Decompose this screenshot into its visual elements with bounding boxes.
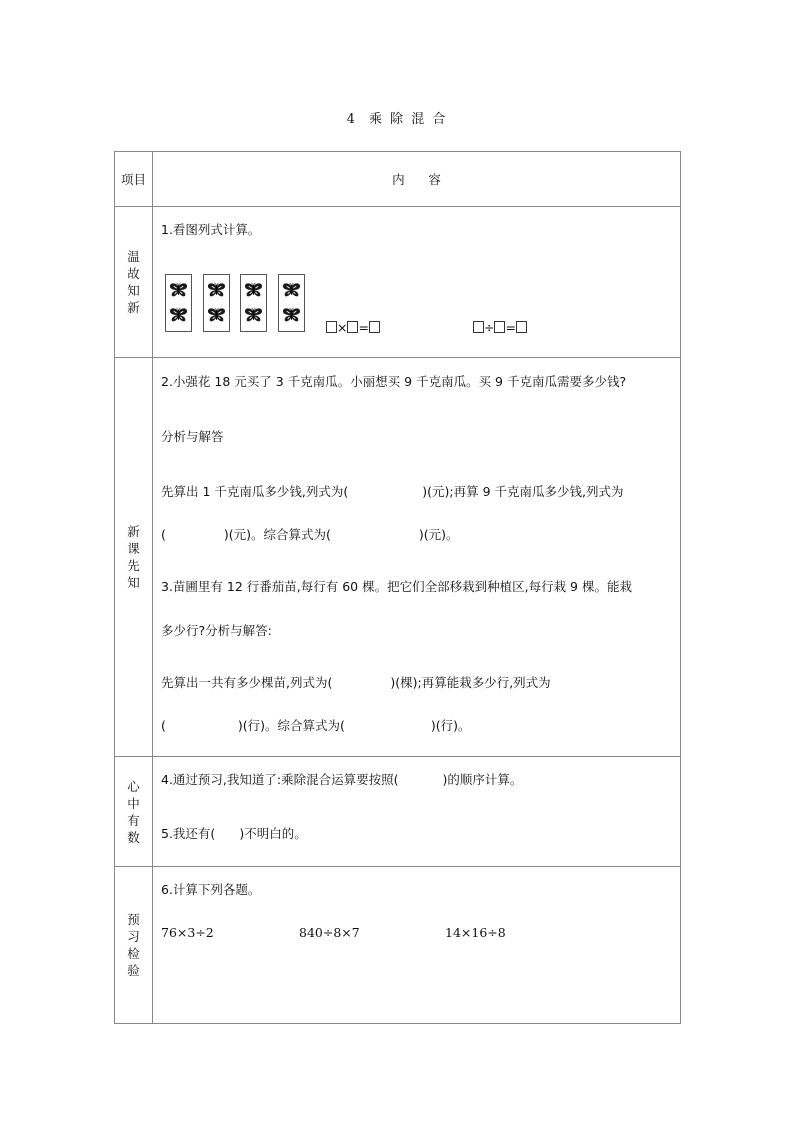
butterfly-card	[240, 274, 267, 332]
q3-line2: ( )(行)。综合算式为( )(行)。	[161, 718, 471, 733]
butterfly-icon	[207, 282, 226, 298]
answer-box[interactable]	[473, 321, 484, 333]
butterfly-icon	[169, 307, 188, 323]
butterfly-icon	[244, 307, 263, 323]
q3-text2: 多少行?分析与解答:	[161, 623, 272, 638]
q1-div-formula: ÷ =	[473, 320, 527, 335]
page-title	[0, 108, 794, 127]
check-content	[153, 867, 681, 1024]
answer-box[interactable]	[494, 321, 505, 333]
q4-text: 4.通过预习,我知道了:乘除混合运算要按照( )的顺序计算。	[161, 772, 523, 787]
section-label-summary: 心中有数	[115, 757, 153, 867]
section-label-preview: 新课先知	[115, 358, 153, 757]
preview-content	[153, 358, 681, 757]
section-label-review: 温故知新	[115, 207, 153, 358]
butterfly-card	[165, 274, 192, 332]
q6-problem-3: 14×16÷8	[445, 925, 506, 940]
lesson-table	[114, 151, 681, 1024]
answer-box[interactable]	[516, 321, 527, 333]
summary-content	[153, 757, 681, 867]
butterfly-icon	[169, 282, 188, 298]
q2-text: 2.小强花 18 元买了 3 千克南瓜。小丽想买 9 千克南瓜。买 9 千克南瓜需要多少钱?	[161, 374, 627, 389]
section-label-check: 预习检验	[115, 867, 153, 1024]
butterfly-icon	[207, 307, 226, 323]
butterfly-card	[278, 274, 305, 332]
q2-line2: ( )(元)。综合算式为( )(元)。	[161, 527, 459, 542]
q6-problem-1: 76×3÷2	[161, 925, 214, 940]
q2-analysis: 分析与解答	[161, 429, 224, 444]
q1-text: 1.看图列式计算。	[161, 222, 261, 237]
header-item: 项目	[115, 152, 153, 207]
answer-box[interactable]	[347, 321, 358, 333]
butterfly-icon	[282, 307, 301, 323]
answer-box[interactable]	[326, 321, 337, 333]
review-content	[153, 207, 681, 358]
butterfly-icon	[282, 282, 301, 298]
q3-line1: 先算出一共有多少棵苗,列式为( )(棵);再算能栽多少行,列式为	[161, 675, 551, 690]
header-content: 内 容	[153, 152, 681, 207]
q6-problem-2: 840÷8×7	[299, 925, 360, 940]
lesson-title: 乘 除 混 合	[368, 112, 448, 127]
lesson-number: 4	[346, 112, 357, 127]
q1-mult-formula: × =	[326, 320, 380, 335]
answer-box[interactable]	[369, 321, 380, 333]
butterfly-icon	[244, 282, 263, 298]
q2-line1: 先算出 1 千克南瓜多少钱,列式为( )(元);再算 9 千克南瓜多少钱,列式为	[161, 484, 624, 499]
q3-text: 3.苗圃里有 12 行番茄苗,每行有 60 棵。把它们全部移栽到种植区,每行栽 9 棵。能栽	[161, 579, 632, 594]
butterfly-card	[203, 274, 230, 332]
q5-text: 5.我还有( )不明白的。	[161, 826, 307, 841]
q6-text: 6.计算下列各题。	[161, 882, 261, 897]
